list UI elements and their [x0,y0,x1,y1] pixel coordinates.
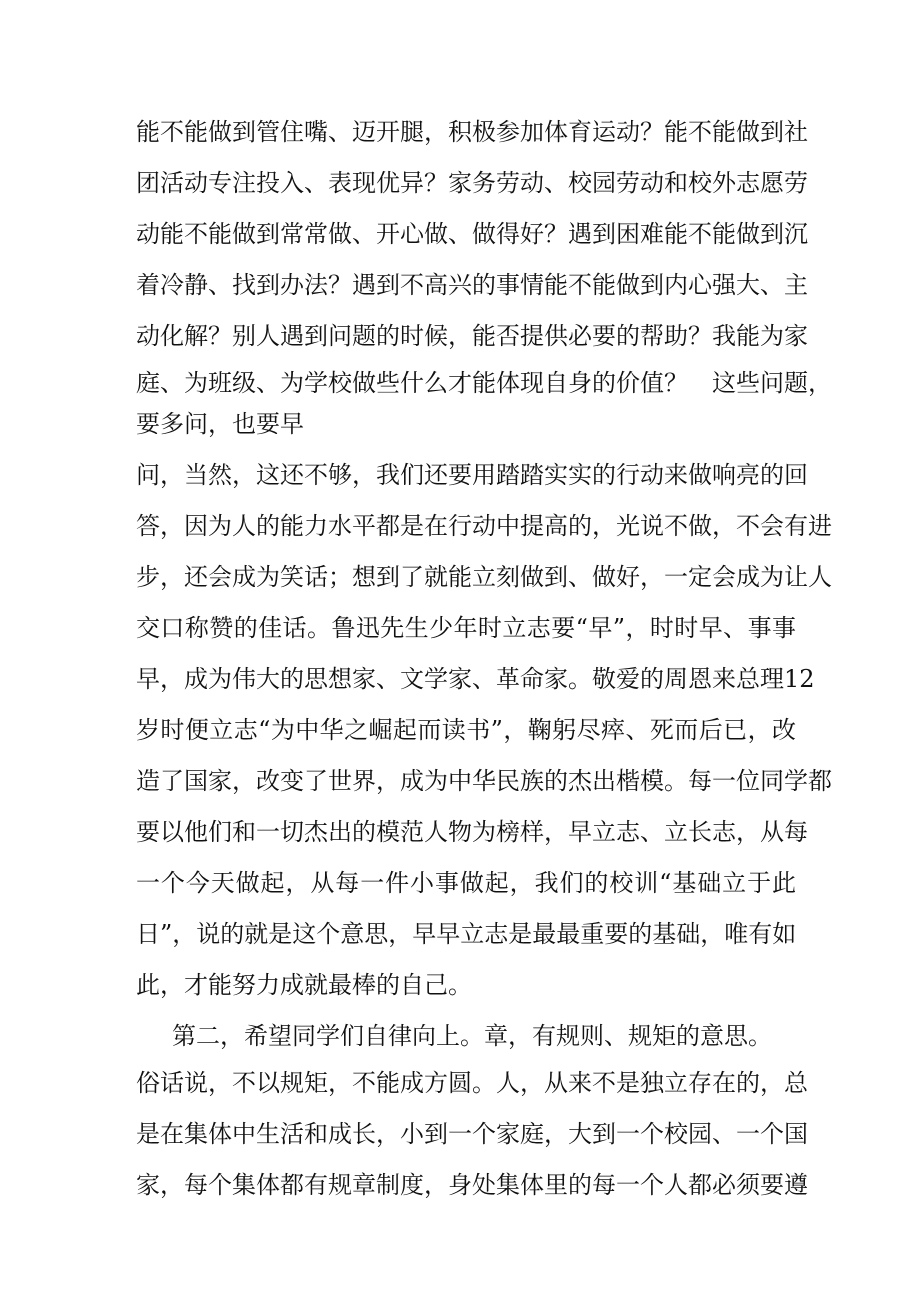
body-text-line: 团活动专注投入、表现优异？家务劳动、校园劳动和校外志愿劳 [136,169,808,197]
body-text-line: 岁时便立志“为中华之崛起而读书”，鞠躬尽瘁、死而后已，改 [136,716,796,744]
body-text-line: 早，成为伟大的思想家、文学家、革命家。敬爱的周恩来总理12 [136,665,815,693]
body-text-line: 俗话说，不以规矩，不能成方圆。人，从来不是独立存在的，总 [136,1069,808,1097]
body-text-line: 家，每个集体都有规章制度，身处集体里的每一个人都必须要遵 [136,1171,808,1199]
body-text-line: 着冷静、找到办法？遇到不高兴的事情能不能做到内心强大、主 [136,271,808,299]
body-text-line: 日”，说的就是这个意思，早早立志是最最重要的基础，唯有如 [136,920,797,948]
body-text-line: 是在集体中生活和成长，小到一个家庭，大到一个校园、一个国 [136,1120,808,1148]
body-text-line: 庭、为班级、为学校做些什么才能体现自身的价值？ 这些问题， [136,369,832,397]
body-text-line: 动化解？别人遇到问题的时候，能否提供必要的帮助？我能为家 [136,322,808,350]
body-text-line: 答，因为人的能力水平都是在行动中提高的，光说不做，不会有进 [136,512,832,540]
body-text-line: 能不能做到管住嘴、迈开腿，积极参加体育运动？能不能做到社 [136,118,808,146]
body-text-line: 要多问，也要早 [136,410,304,438]
body-text-line: 造了国家，改变了世界，成为中华民族的杰出楷模。每一位同学都 [136,767,832,795]
body-text-line: 一个今天做起，从每一件小事做起，我们的校训“基础立于此 [136,869,796,897]
paragraph-heading-line: 第二，希望同学们自律向上。章，有规则、规矩的意思。 [172,1022,772,1050]
body-text-line: 动能不能做到常常做、开心做、做得好？遇到困难能不能做到沉 [136,220,808,248]
body-text-line: 步，还会成为笑话；想到了就能立刻做到、做好，一定会成为让人 [136,563,832,591]
body-text-line: 此，才能努力成就最棒的自己。 [136,971,472,999]
body-text-line: 要以他们和一切杰出的模范人物为榜样，早立志、立长志，从每 [136,818,808,846]
body-text-line: 问，当然，这还不够，我们还要用踏踏实实的行动来做响亮的回 [136,461,808,489]
body-text-line: 交口称赞的佳话。鲁迅先生少年时立志要“早”，时时早、事事 [136,614,796,642]
